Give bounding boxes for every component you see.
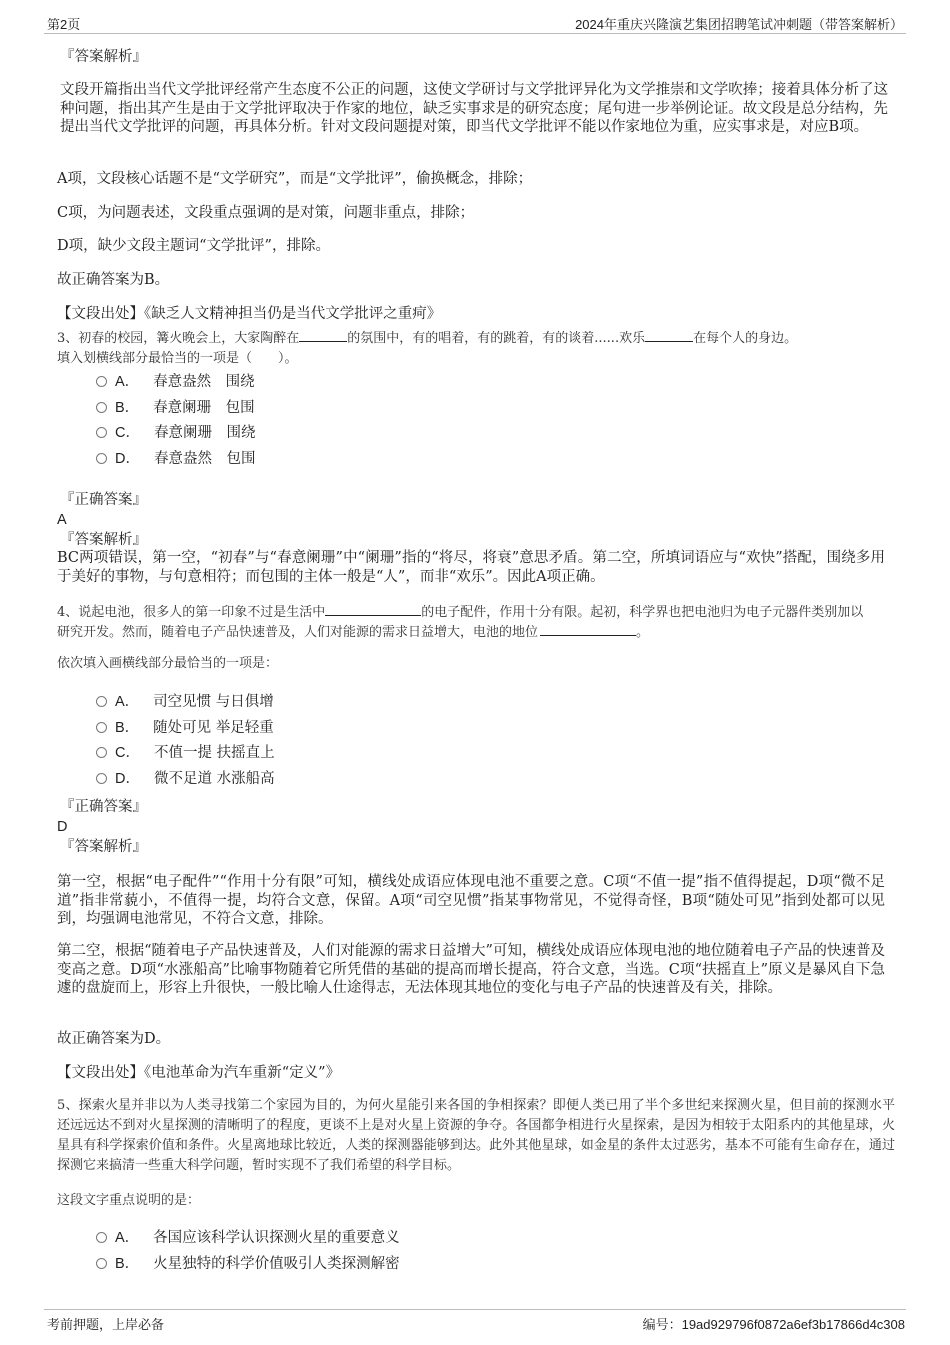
- q2-analysis-para1: 文段开篇指出当代文学批评经常产生态度不公正的问题，这使文学研讨与文学批评异化为文学推崇和文学吹捧；接着具体分析了这种问题，指出其产生是由于文学批评取决于作家的地位，缺乏实事求是的研究态度；尾句进一步举例论证。故文段是总分结构，先提出当代文学批评的问题，再具体分析。针对文段问题提对策，即当代文学批评不能以作家地位为重，应实事求是，对应B项。: [60, 82, 888, 135]
- radio-icon[interactable]: [96, 722, 107, 733]
- q4-analysis-para2: 第二空，根据“随着电子产品快速普及，人们对能源的需求日益增大”可知，横线处成语应体现电池的地位随着电子产品的快速普及变高之意。D项“水涨船高”比喻事物随着它所凭借的基础的提高而增长提高，符合文意，当选。C项“扶摇直上”原义是暴风自下急遽的盘旋而上，形容上升很快，一般比喻人仕途得志，无法体现其地位的变化与电子产品的快速普及有关，排除。: [57, 943, 885, 996]
- footer-divider: [44, 1309, 906, 1310]
- q4-analysis-label: 『答案解析』: [60, 839, 147, 855]
- q4-option-a[interactable]: A． 司空见惯 与日俱增: [96, 693, 274, 711]
- header-divider: [44, 33, 906, 34]
- q4-instruction: 依次填入画横线部分最恰当的一项是：: [57, 656, 279, 671]
- q4-blank-1: [325, 603, 421, 616]
- q3-analysis-label: 『答案解析』: [60, 532, 147, 548]
- header-title: 2024年重庆兴隆演艺集团招聘笔试冲刺题（带答案解析）: [575, 17, 903, 32]
- q3-instruction: 填入划横线部分最恰当的一项是（ ）。: [57, 351, 298, 366]
- q2-analysis-para4: D项，缺少文段主题词“文学批评”，排除。: [57, 238, 330, 254]
- q3-answer-label: 『正确答案』: [60, 492, 147, 508]
- footer-serial: 编号：19ad929796f0872a6ef3b17866d4c308: [642, 1317, 905, 1332]
- radio-icon[interactable]: [96, 747, 107, 758]
- q4-stem-part3: 研究开发。然而，随着电子产品快速普及，人们对能源的需求日益增大，电池的地位: [57, 625, 539, 640]
- q3-stem-part3: 在每个人的身边。: [693, 331, 798, 346]
- q3-answer: A: [57, 512, 67, 528]
- q4-answer: D: [57, 819, 68, 835]
- q4-stem-part4: 。: [636, 625, 650, 640]
- radio-icon[interactable]: [96, 376, 107, 387]
- q4-source: 【文段出处】《电池革命为汽车重新“定义”》: [57, 1065, 341, 1081]
- q4-stem-part2: 的电子配件，作用十分有限。起初，科学界也把电池归为电子元器件类别加以: [421, 605, 864, 620]
- radio-icon[interactable]: [96, 696, 107, 707]
- q3-blank-1: [299, 329, 347, 342]
- q4-option-c[interactable]: C． 不值一提 扶摇直上: [96, 744, 275, 762]
- q3-stem: [57, 329, 917, 349]
- footer-slogan: 考前押题，上岸必备: [47, 1318, 165, 1333]
- radio-icon[interactable]: [96, 1258, 107, 1269]
- q2-analysis-para3: C项，为问题表述，文段重点强调的是对策，问题非重点，排除；: [57, 205, 475, 221]
- q4-stem: [57, 603, 917, 643]
- q3-stem-part2: 的氛围中，有的唱着，有的跳着，有的谈着......欢乐: [347, 331, 646, 346]
- q5-option-b[interactable]: B． 火星独特的科学价值吸引人类探测解密: [96, 1255, 400, 1273]
- q3-blank-2: [645, 329, 693, 342]
- q2-answer-line: 故正确答案为B。: [57, 272, 170, 288]
- q5-stem: 5、探索火星并非以为人类寻找第二个家园为目的，为何火星能引来各国的争相探索？即便人类已用了半个多世纪来探测火星，但目前的探测水平还远远达不到对火星探测的清晰明了的程度，更谈不上是对火星上资源的争夺。各国都争相进行火星探索，是因为相较于太阳系内的其他星球，火星具有科学探索价值和条件。火星离地球比较近，人类的探测器能够到达。此外其他星球，如金星的条件太过恶劣，基本不可能有生命存在，通过探测它来搞清一些重大科学问题，暂时实现不了我们希望的科学目标。: [57, 1098, 895, 1173]
- q3-option-a[interactable]: A． 春意盎然 围绕: [96, 373, 255, 391]
- radio-icon[interactable]: [96, 1232, 107, 1243]
- q5-instruction: 这段文字重点说明的是：: [57, 1193, 201, 1208]
- radio-icon[interactable]: [96, 453, 107, 464]
- q2-source: 【文段出处】《缺乏人文精神担当仍是当代文学批评之重疴》: [57, 306, 442, 322]
- q4-option-b[interactable]: B． 随处可见 举足轻重: [96, 719, 274, 737]
- q4-blank-2: [540, 623, 636, 636]
- radio-icon[interactable]: [96, 427, 107, 438]
- q4-analysis-para1: 第一空，根据“电子配件”“作用十分有限”可知，横线处成语应体现电池不重要之意。C项“不值一提”指不值得提起，D项“微不足道”指非常藐小，不值得一提，均符合文意，保留。A项“司空见惯”指某事物常见，不觉得奇怪，B项“随处可见”指到处都可以见到，均强调电池常见，不符合文意，排除。: [57, 874, 885, 927]
- q2-analysis-label: 『答案解析』: [60, 49, 147, 65]
- q2-analysis-para2: A项，文段核心话题不是“文学研究”，而是“文学批评”，偷换概念，排除；: [57, 171, 533, 187]
- q3-option-b[interactable]: B． 春意阑珊 包围: [96, 399, 255, 417]
- q4-option-d[interactable]: D． 微不足道 水涨船高: [96, 770, 275, 788]
- q3-option-d[interactable]: D． 春意盎然 包围: [96, 450, 255, 468]
- q3-analysis: BC两项错误，第一空，“初春”与“春意阑珊”中“阑珊”指的“将尽，将衰”意思矛盾。第二空，所填词语应与“欢快”搭配，围绕多用于美好的事物，与句意相符；而包围的主体一般是“人”，而非“欢乐”。因此A项正确。: [57, 550, 885, 585]
- q3-option-c[interactable]: C． 春意阑珊 围绕: [96, 424, 255, 442]
- q4-stem-part1: 4、说起电池，很多人的第一印象不过是生活中: [57, 605, 326, 620]
- q4-answer-line: 故正确答案为D。: [57, 1031, 171, 1047]
- radio-icon[interactable]: [96, 402, 107, 413]
- radio-icon[interactable]: [96, 773, 107, 784]
- header-page-number: 第2页: [47, 17, 81, 32]
- q4-answer-label: 『正确答案』: [60, 799, 147, 815]
- q3-stem-part1: 3、初春的校园，篝火晚会上，大家陶醉在: [57, 331, 300, 346]
- q5-option-a[interactable]: A． 各国应该科学认识探测火星的重要意义: [96, 1229, 400, 1247]
